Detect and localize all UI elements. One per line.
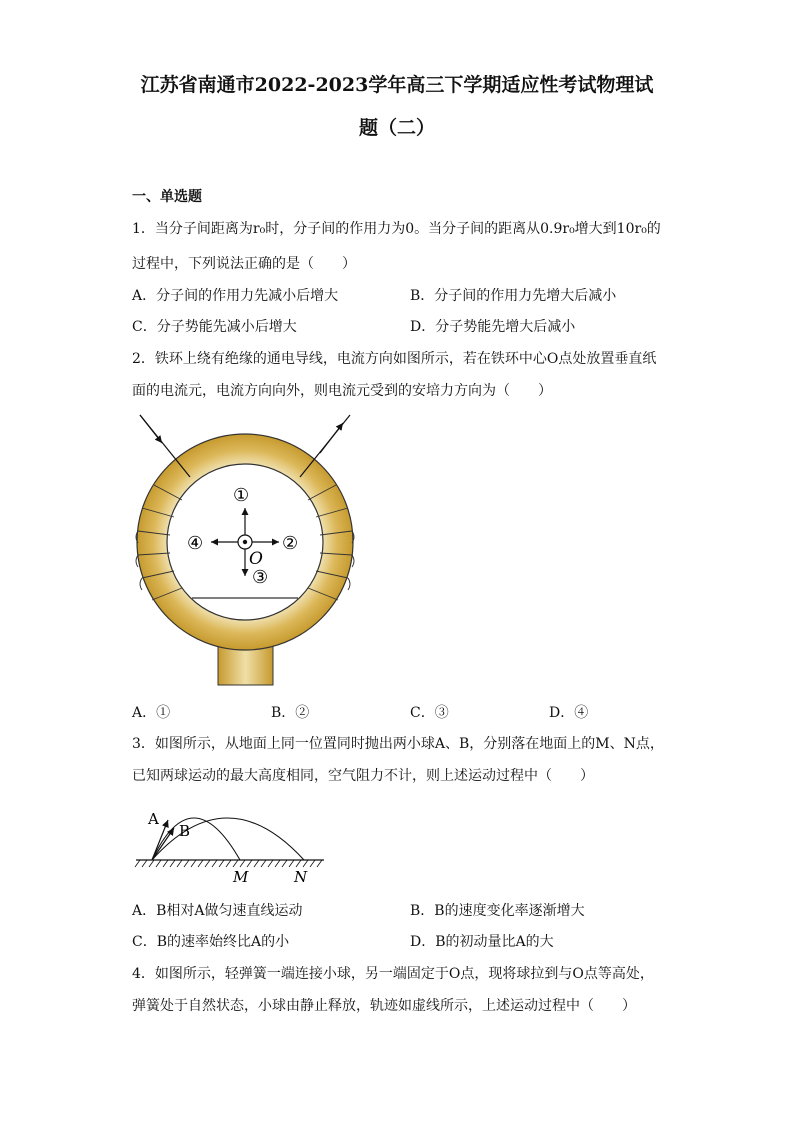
q4-stem-line1: 4．如图所示，轻弹簧一端连接小球，另一端固定于O点，现将球拉到与O点等高处， xyxy=(132,966,654,982)
hatch-mark xyxy=(282,860,287,867)
current-element-dot xyxy=(243,540,247,544)
hatch-mark xyxy=(296,860,301,867)
hatch-mark xyxy=(219,860,224,867)
hatch-mark xyxy=(212,860,217,867)
trajectory-b xyxy=(152,818,304,860)
label-n: N xyxy=(294,868,308,886)
q1-option-d[interactable]: D．分子势能先增大后减小 xyxy=(410,319,576,335)
q3-stem-line1: 3．如图所示，从地面上同一位置同时抛出两小球A、B，分别落在地面上的M、N点， xyxy=(132,736,664,752)
q3-option-b[interactable]: B．B的速度变化率逐渐增大 xyxy=(410,903,585,919)
hatch-mark xyxy=(163,860,168,867)
hatch-mark xyxy=(310,860,315,867)
q3-stem-line2: 已知两球运动的最大高度相同，空气阻力不计，则上述运动过程中（ ） xyxy=(132,768,594,784)
hatch-mark xyxy=(268,860,273,867)
q4-stem-line2: 弹簧处于自然状态，小球由静止释放，轨迹如虚线所示，上述运动过程中（ ） xyxy=(132,998,636,1014)
ground-hatching xyxy=(135,860,322,867)
q3-option-c[interactable]: C．B的速率始终比A的小 xyxy=(132,934,290,950)
q3-option-a[interactable]: A．B相对A做匀速直线运动 xyxy=(132,903,303,919)
hatch-mark xyxy=(149,860,154,867)
label-4: ④ xyxy=(187,533,204,554)
label-2: ② xyxy=(282,533,299,554)
hatch-mark xyxy=(135,860,140,867)
page-title-line1: 江苏省南通市2022-2023学年高三下学期适应性考试物理试 xyxy=(140,74,654,96)
q2-option-c[interactable]: C．③ xyxy=(410,705,449,721)
q1-stem-line2: 过程中，下列说法正确的是（ ） xyxy=(132,256,356,272)
hatch-mark xyxy=(261,860,266,867)
q2-stem-line2: 面的电流元，电流方向向外，则电流元受到的安培力方向为（ ） xyxy=(132,383,552,399)
label-a: A xyxy=(148,810,159,828)
trajectory-a xyxy=(152,818,240,860)
q1-option-b[interactable]: B．分子间的作用力先增大后减小 xyxy=(410,288,617,304)
hatch-mark xyxy=(142,860,147,867)
hatch-mark xyxy=(205,860,210,867)
hatch-mark xyxy=(156,860,161,867)
q1-option-c[interactable]: C．分子势能先减小后增大 xyxy=(132,319,297,335)
page-title-line2: 题（二） xyxy=(358,117,435,139)
q1-option-a[interactable]: A．分子间的作用力先减小后增大 xyxy=(132,288,339,304)
label-o: O xyxy=(249,549,263,569)
hatch-mark xyxy=(177,860,182,867)
hatch-mark xyxy=(275,860,280,867)
label-1: ① xyxy=(233,485,250,506)
hatch-mark xyxy=(198,860,203,867)
hatch-mark xyxy=(303,860,308,867)
q3-option-d[interactable]: D．B的初动量比A的大 xyxy=(410,934,554,950)
q3-projectile-figure xyxy=(132,790,332,890)
q2-option-d[interactable]: D．④ xyxy=(549,705,589,721)
hatch-mark xyxy=(170,860,175,867)
hatch-mark xyxy=(240,860,245,867)
label-3: ③ xyxy=(252,567,269,588)
q2-option-b[interactable]: B．② xyxy=(271,705,310,721)
q2-iron-ring-figure xyxy=(130,405,360,690)
hatch-mark xyxy=(254,860,259,867)
hatch-mark xyxy=(184,860,189,867)
current-out-arrow xyxy=(320,423,343,453)
hatch-mark xyxy=(317,860,322,867)
q2-stem-line1: 2．铁环上绕有绝缘的通电导线，电流方向如图所示，若在铁环中心O点处放置垂直纸 xyxy=(132,351,657,367)
hatch-mark xyxy=(233,860,238,867)
q2-option-a[interactable]: A．① xyxy=(132,705,171,721)
hatch-mark xyxy=(247,860,252,867)
hatch-mark xyxy=(191,860,196,867)
label-b: B xyxy=(179,822,191,840)
hatch-mark xyxy=(289,860,294,867)
section-heading-single-choice: 一、单选题 xyxy=(132,189,202,205)
label-m: M xyxy=(233,868,249,886)
q1-stem-line1: 1．当分子间距离为r₀时，分子间的作用力为0。当分子间的距离从0.9r₀增大到10r₀的 xyxy=(132,221,661,237)
current-in-arrow xyxy=(140,415,162,443)
hatch-mark xyxy=(226,860,231,867)
